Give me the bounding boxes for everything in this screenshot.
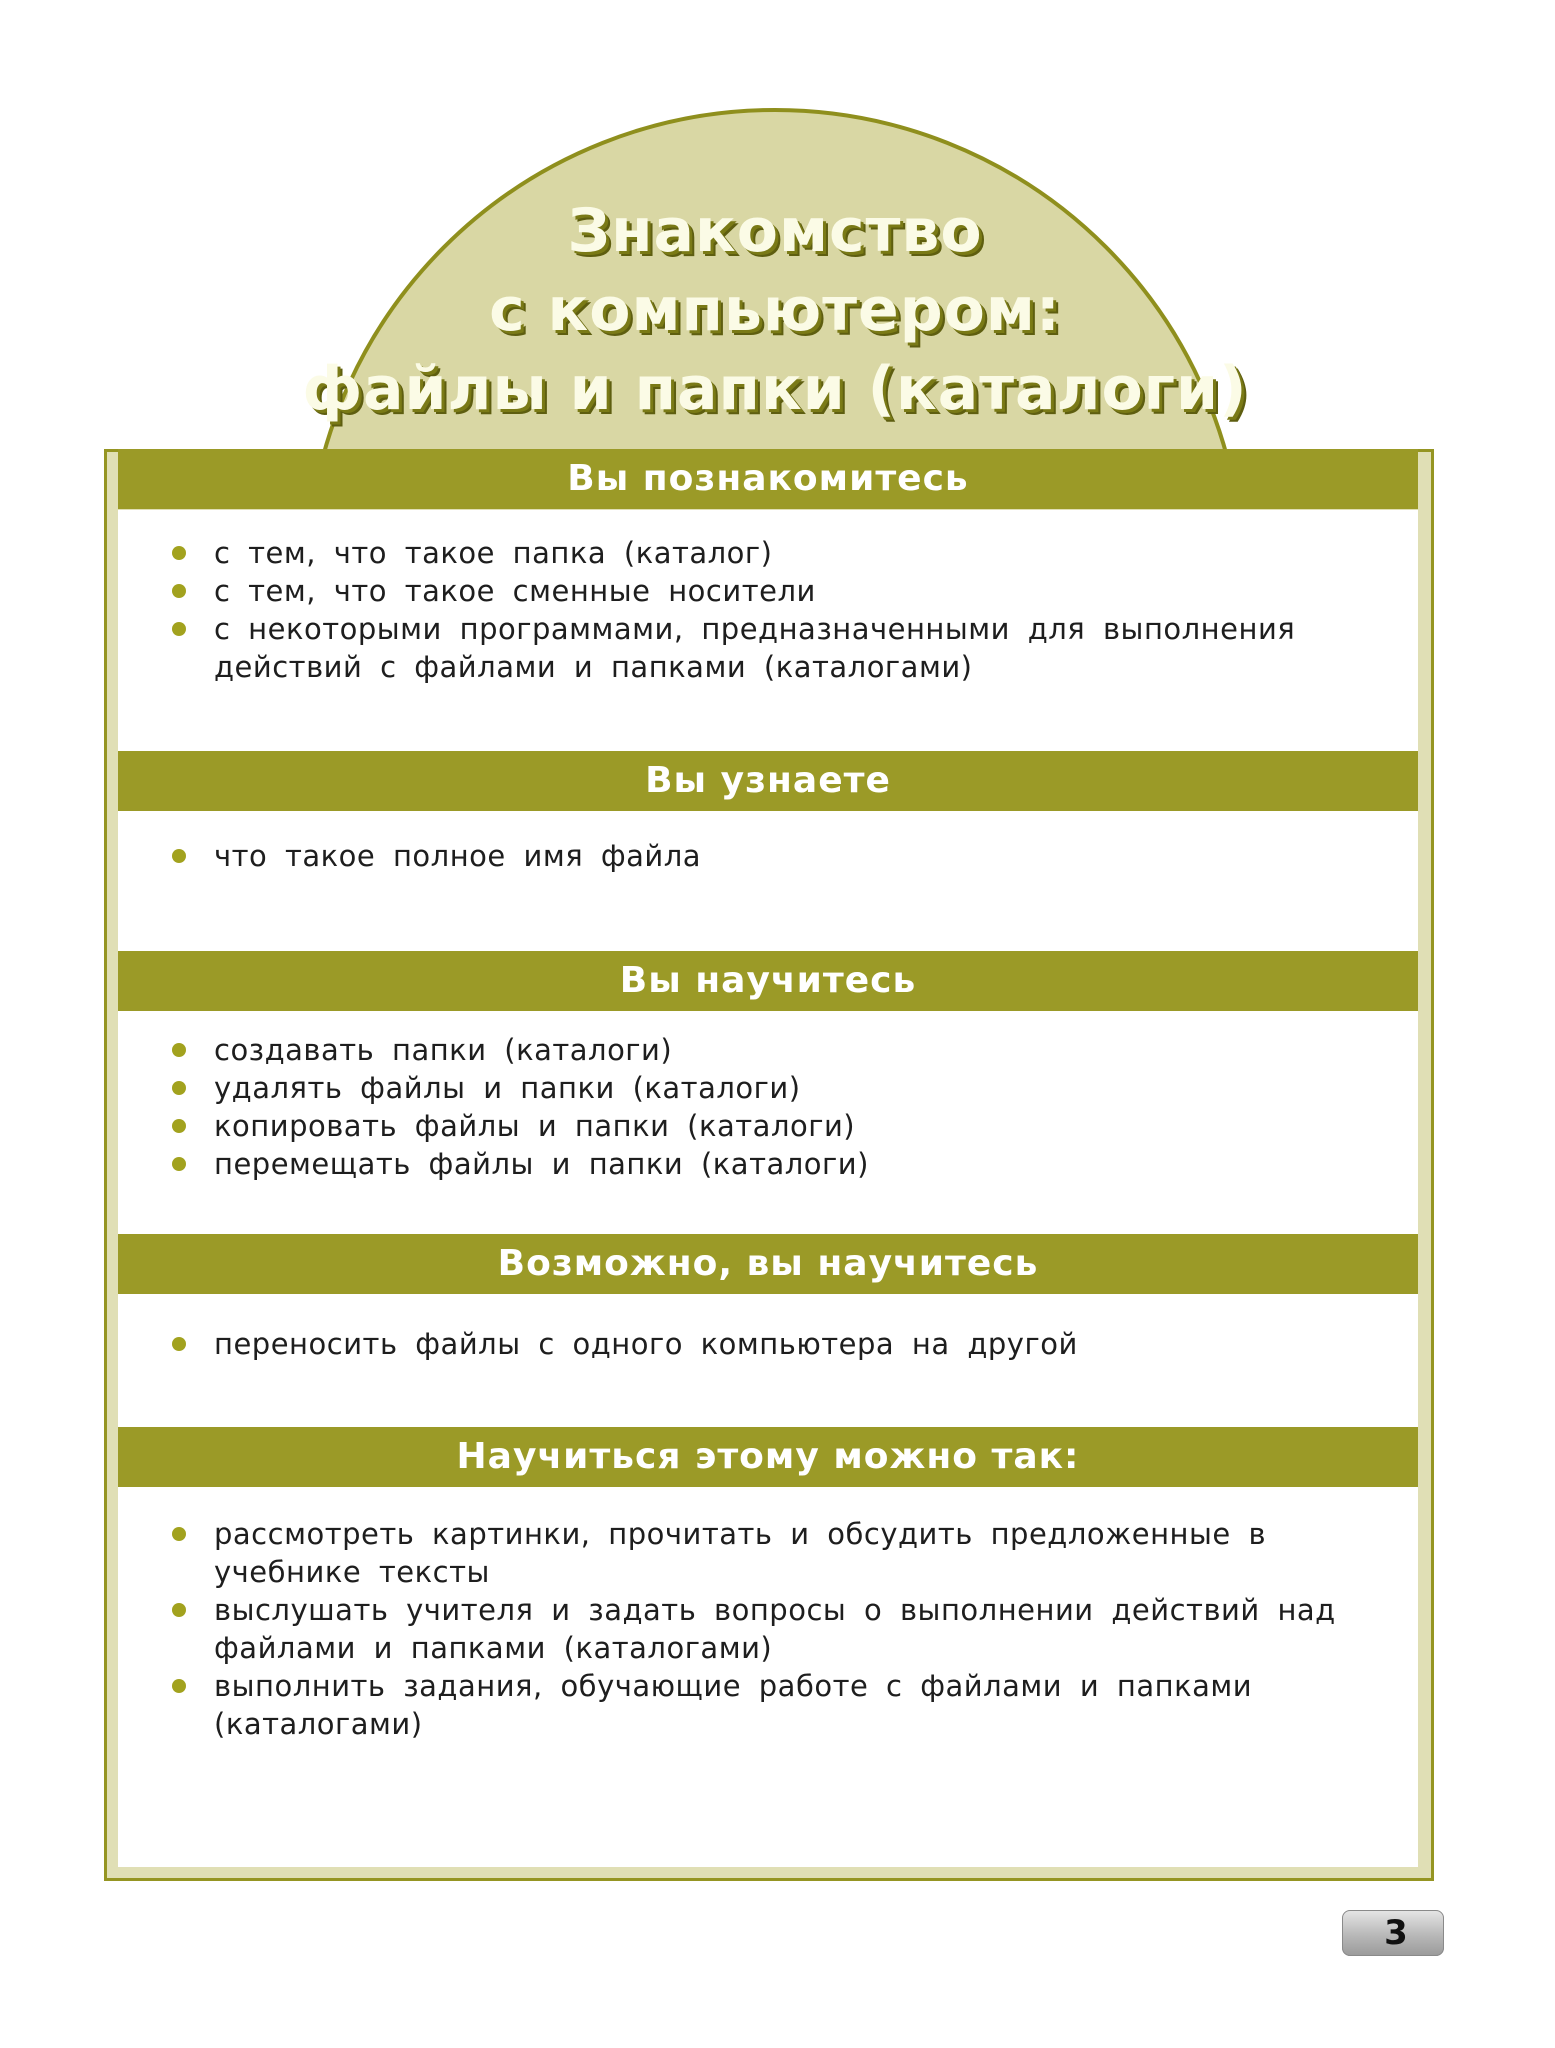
list-item: копировать файлы и папки (каталоги)	[168, 1107, 1398, 1145]
section-list-how	[168, 1515, 1398, 1743]
section-list-learn	[168, 837, 1398, 875]
list-item: выполнить задания, обучающие работе с файлами и папками (каталогами)	[168, 1667, 1398, 1743]
page-title	[300, 192, 1250, 429]
list-item: создавать папки (каталоги)	[168, 1031, 1398, 1069]
bullet-icon	[172, 1157, 186, 1171]
section-heading-how: Научиться этому можно так:	[118, 1427, 1418, 1487]
section-heading-possibly: Возможно, вы научитесь	[118, 1234, 1418, 1294]
bullet-icon	[172, 1081, 186, 1095]
bullet-icon	[172, 1679, 186, 1693]
section-heading-skills: Вы научитесь	[118, 951, 1418, 1011]
page-number: 3	[1384, 1913, 1408, 1953]
list-item: что такое полное имя файла	[168, 837, 1398, 875]
section-list-possibly	[168, 1325, 1398, 1363]
bullet-icon	[172, 1603, 186, 1617]
title-line-3: файлы и папки (каталоги)	[302, 354, 1248, 424]
title-line-1: Знакомство	[567, 196, 983, 266]
bullet-icon	[172, 849, 186, 863]
section-heading-familiarize: Вы познакомитесь	[118, 449, 1418, 509]
section-list-skills	[168, 1031, 1398, 1183]
list-item: рассмотреть картинки, прочитать и обсудить предложенные в учебнике тексты	[168, 1515, 1398, 1591]
bullet-icon	[172, 1337, 186, 1351]
list-item: с тем, что такое папка (каталог)	[168, 534, 1398, 572]
section-heading-learn: Вы узнаете	[118, 751, 1418, 811]
list-item: удалять файлы и папки (каталоги)	[168, 1069, 1398, 1107]
list-item: с тем, что такое сменные носители	[168, 572, 1398, 610]
list-item: с некоторыми программами, предназначенными для выполнения действий с файлами и папками (каталогами)	[168, 610, 1398, 686]
list-item: перемещать файлы и папки (каталоги)	[168, 1145, 1398, 1183]
title-line-2: с компьютером:	[489, 275, 1061, 345]
bullet-icon	[172, 622, 186, 636]
bullet-icon	[172, 584, 186, 598]
list-item: выслушать учителя и задать вопросы о выполнении действий над файлами и папками (каталогами)	[168, 1591, 1398, 1667]
bullet-icon	[172, 1119, 186, 1133]
section-list-familiarize	[168, 534, 1398, 686]
bullet-icon	[172, 546, 186, 560]
bullet-icon	[172, 1043, 186, 1057]
list-item: переносить файлы с одного компьютера на другой	[168, 1325, 1398, 1363]
bullet-icon	[172, 1527, 186, 1541]
